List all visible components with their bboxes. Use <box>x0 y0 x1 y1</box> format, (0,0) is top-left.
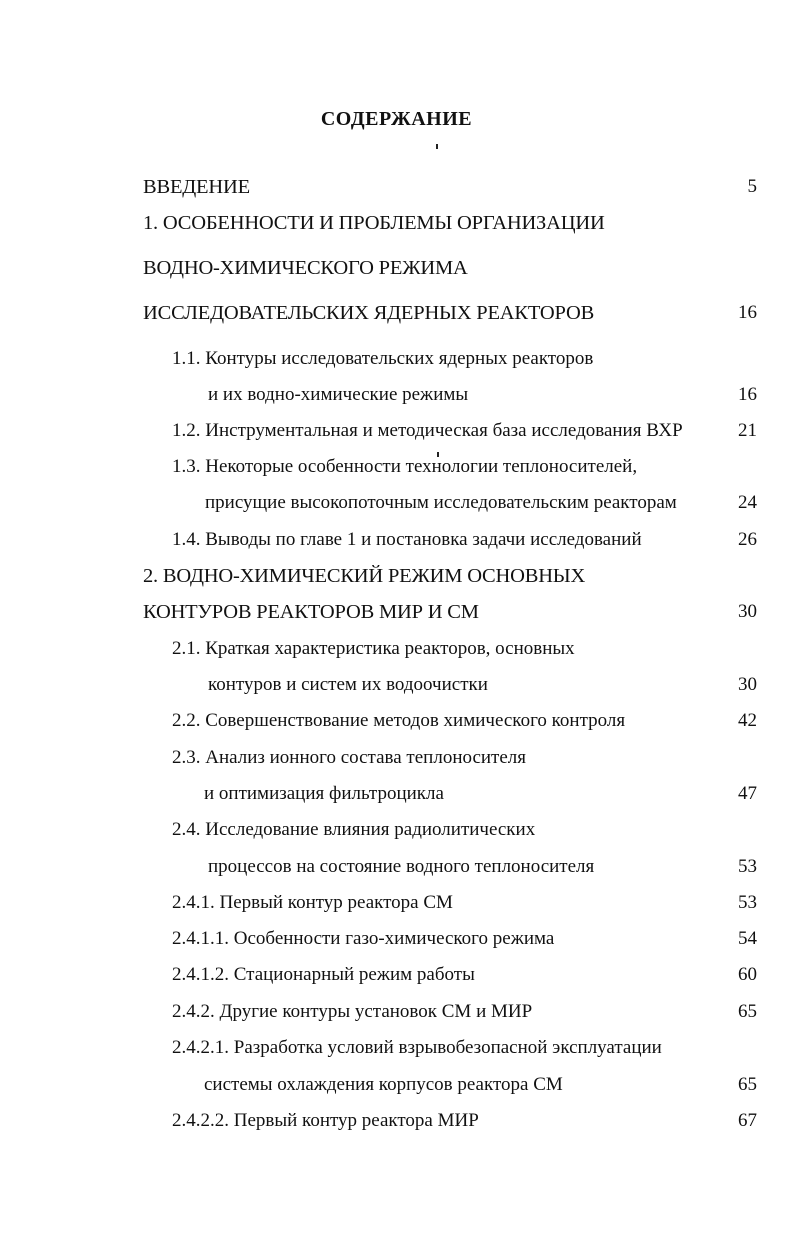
toc-entry-text: 2.4.1.2. Стационарный режим работы <box>172 964 475 985</box>
toc-entry-page: 5 <box>747 176 757 197</box>
toc-entry-page: 53 <box>738 856 757 877</box>
toc-entry-text: 2.4.2.2. Первый контур реактора МИР <box>172 1110 479 1131</box>
toc-entry-text: 2.2. Совершенствование методов химического контроля <box>172 710 626 731</box>
toc-entry-text: ИССЛЕДОВАТЕЛЬСКИХ ЯДЕРНЫХ РЕАКТОРОВ <box>143 302 595 324</box>
toc-entry-page: 26 <box>738 529 757 550</box>
toc-entry-text: 1.2. Инструментальная и методическая база исследования ВХР <box>172 420 683 441</box>
toc-entry-text: 1.4. Выводы по главе 1 и постановка задачи исследований <box>172 529 642 550</box>
toc-entry-text: КОНТУРОВ РЕАКТОРОВ МИР И СМ <box>143 601 479 623</box>
toc-entry-text: 2.4.1. Первый контур реактора СМ <box>172 892 453 913</box>
toc-entry-page: 54 <box>738 928 757 949</box>
toc-entry-page: 30 <box>738 674 757 695</box>
toc-entry-text: и их водно-химические режимы <box>208 384 469 405</box>
toc-entry-text: 2.4.1.1. Особенности газо-химического режима <box>172 928 555 949</box>
toc-entry-text: 2. ВОДНО-ХИМИЧЕСКИЙ РЕЖИМ ОСНОВНЫХ <box>143 565 586 587</box>
toc-entry-page: 47 <box>738 783 757 804</box>
scan-speck <box>436 144 438 149</box>
toc-entry-page: 24 <box>738 492 757 513</box>
toc-entry-text: процессов на состояние водного теплоносителя <box>208 856 595 877</box>
toc-entry-text: 2.3. Анализ ионного состава теплоносителя <box>172 747 527 768</box>
toc-entry-text: контуров и систем их водоочистки <box>208 674 488 695</box>
toc-entry-page: 30 <box>738 601 757 622</box>
toc-entry-text: 1.1. Контуры исследовательских ядерных реакторов <box>172 348 594 369</box>
toc-entry-page: 65 <box>738 1001 757 1022</box>
toc-entry-text: 1. ОСОБЕННОСТИ И ПРОБЛЕМЫ ОРГАНИЗАЦИИ <box>143 212 605 234</box>
toc-entry-text: 1.3. Некоторые особенности технологии теплоносителей, <box>172 456 638 477</box>
toc-entry-page: 60 <box>738 964 757 985</box>
page-title: СОДЕРЖАНИЕ <box>320 108 473 130</box>
toc-entry-text: 2.4. Исследование влияния радиолитических <box>172 819 536 840</box>
toc-entry-page: 42 <box>738 710 757 731</box>
toc-entry-text: 2.4.2.1. Разработка условий взрывобезопасной эксплуатации <box>172 1037 662 1058</box>
toc-entry-page: 21 <box>738 420 757 441</box>
toc-entry-page: 65 <box>738 1074 757 1095</box>
toc-entry-page: 67 <box>738 1110 757 1131</box>
toc-entry-text: системы охлаждения корпусов реактора СМ <box>204 1074 563 1095</box>
toc-entry-page: 16 <box>738 384 757 405</box>
toc-entry-page: 53 <box>738 892 757 913</box>
toc-entry-page: 16 <box>738 302 757 323</box>
toc-entry-text: присущие высокопоточным исследовательским реакторам <box>205 492 677 513</box>
toc-entry-text: и оптимизация фильтроцикла <box>204 783 444 804</box>
toc-entry-text: 2.4.2. Другие контуры установок СМ и МИР <box>172 1001 533 1022</box>
toc-entry-text: ВВЕДЕНИЕ <box>143 176 250 198</box>
toc-entry-text: 2.1. Краткая характеристика реакторов, основных <box>172 638 575 659</box>
toc-entry-text: ВОДНО-ХИМИЧЕСКОГО РЕЖИМА <box>143 257 468 279</box>
